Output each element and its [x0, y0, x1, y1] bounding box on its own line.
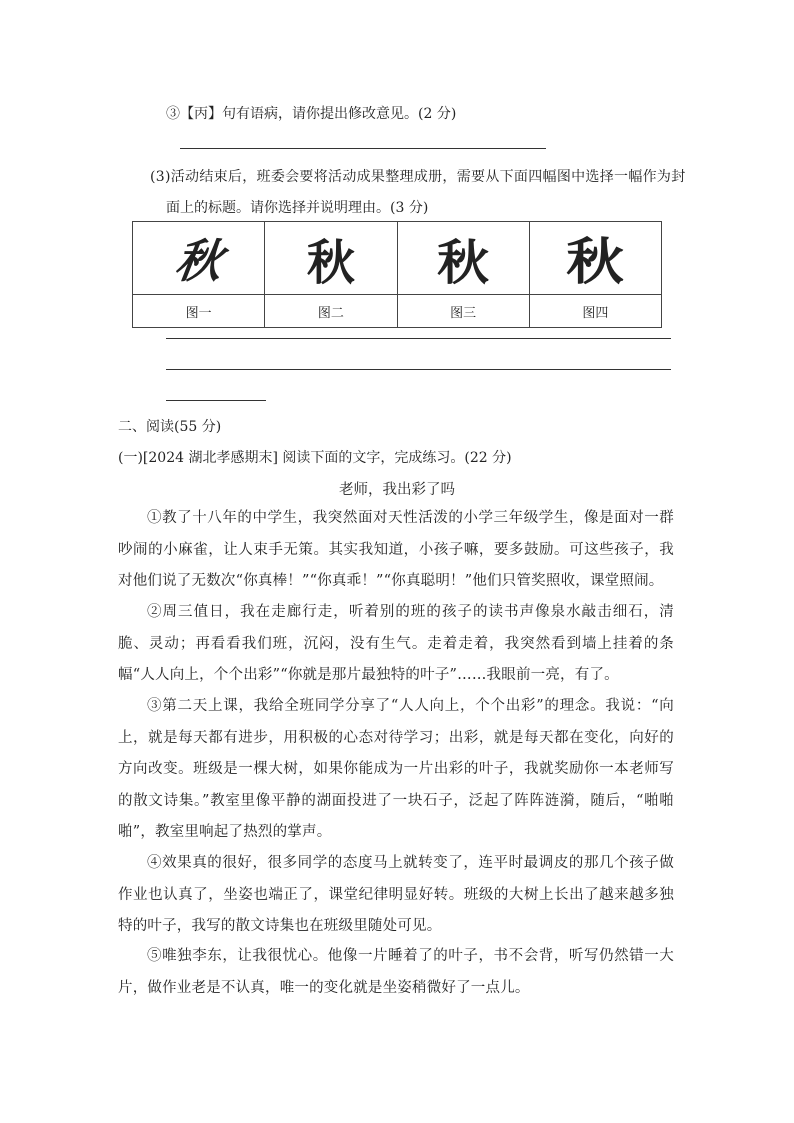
calligraphy-cell-4 [529, 222, 661, 295]
paragraph-3: ③第二天上课，我给全班同学分享了“人人向上，个个出彩”的理念。我说：“向上，就是每天都有进步，用积极的心态对待学习；出彩，就是每天都在变化，向好的方向改变。班级是一棵大树，如果你能成为一片出彩的叶子，我就奖励你一本老师写的散文诗集。”教室里像平静的湖面投进了一块石子，泛起了阵阵涟漪，随后，“啪啪啪”，教室里响起了热烈的掌声。 [118, 698, 674, 840]
calligraphy-table [132, 221, 662, 328]
paragraph-1: ①教了十八年的中学生，我突然面对天性活泼的小学三年级学生，像是面对一群吵闹的小麻雀，让人束手无策。其实我知道，小孩子嘛，要多鼓励。可这些孩子，我对他们说了无数次“你真棒！”“你真乖！”“你真聪明！”他们只管奖照收，课堂照闹。 [118, 510, 674, 589]
calligraphy-glyph-4: 秋 [566, 233, 625, 291]
paragraph-4: ④效果真的很好，很多同学的态度马上就转变了，连平时最调皮的那几个孩子做作业也认真了，坐姿也端正了，课堂纪律明显好转。班级的大树上长出了越来越多独特的叶子，我写的散文诗集也在班级里随处可见。 [118, 855, 674, 934]
calligraphy-glyph-1: 秋 [171, 234, 225, 288]
answer-line[interactable] [180, 148, 546, 149]
passage-intro: (一)[2024 湖北孝感期末] 阅读下面的文字，完成练习。(22 分) [118, 450, 512, 466]
caption-2: 图二 [265, 295, 397, 328]
answer-line[interactable] [166, 400, 266, 401]
calligraphy-glyph-3: 秋 [437, 236, 490, 290]
calligraphy-cell-1 [133, 222, 265, 295]
question-item-3: ③【丙】句有语病，请你提出修改意见。(2 分) [166, 106, 457, 122]
question-prompt-line2: 面上的标题。请你选择并说明理由。(3 分) [166, 200, 429, 216]
caption-4: 图四 [529, 295, 661, 328]
answer-line[interactable] [166, 338, 671, 339]
calligraphy-glyph-2: 秋 [306, 234, 355, 291]
answer-line[interactable] [166, 369, 671, 370]
passage-title: 老师，我出彩了吗 [339, 482, 455, 498]
calligraphy-cell-2 [265, 222, 397, 295]
section-title: 二、阅读(55 分) [118, 419, 222, 435]
paragraph-5: ⑤唯独李东，让我很忧心。他像一片睡着了的叶子，书不会背，听写仍然错一大片，做作业老是不认真，唯一的变化就是坐姿稍微好了一点儿。 [118, 948, 674, 996]
paragraph-2: ②周三值日，我在走廊行走，听着别的班的孩子的读书声像泉水敲击细石，清脆、灵动；再看看我们班，沉闷，没有生气。走着走着，我突然看到墙上挂着的条幅“人人向上，个个出彩”“你就是那片最独特的叶子”……我眼前一亮，有了。 [118, 604, 674, 683]
caption-3: 图三 [397, 295, 529, 328]
caption-1: 图一 [133, 295, 265, 328]
question-prompt-line1: (3)活动结束后，班委会要将活动成果整理成册，需要从下面四幅图中选择一幅作为封 [150, 169, 686, 185]
calligraphy-cell-3 [397, 222, 529, 295]
